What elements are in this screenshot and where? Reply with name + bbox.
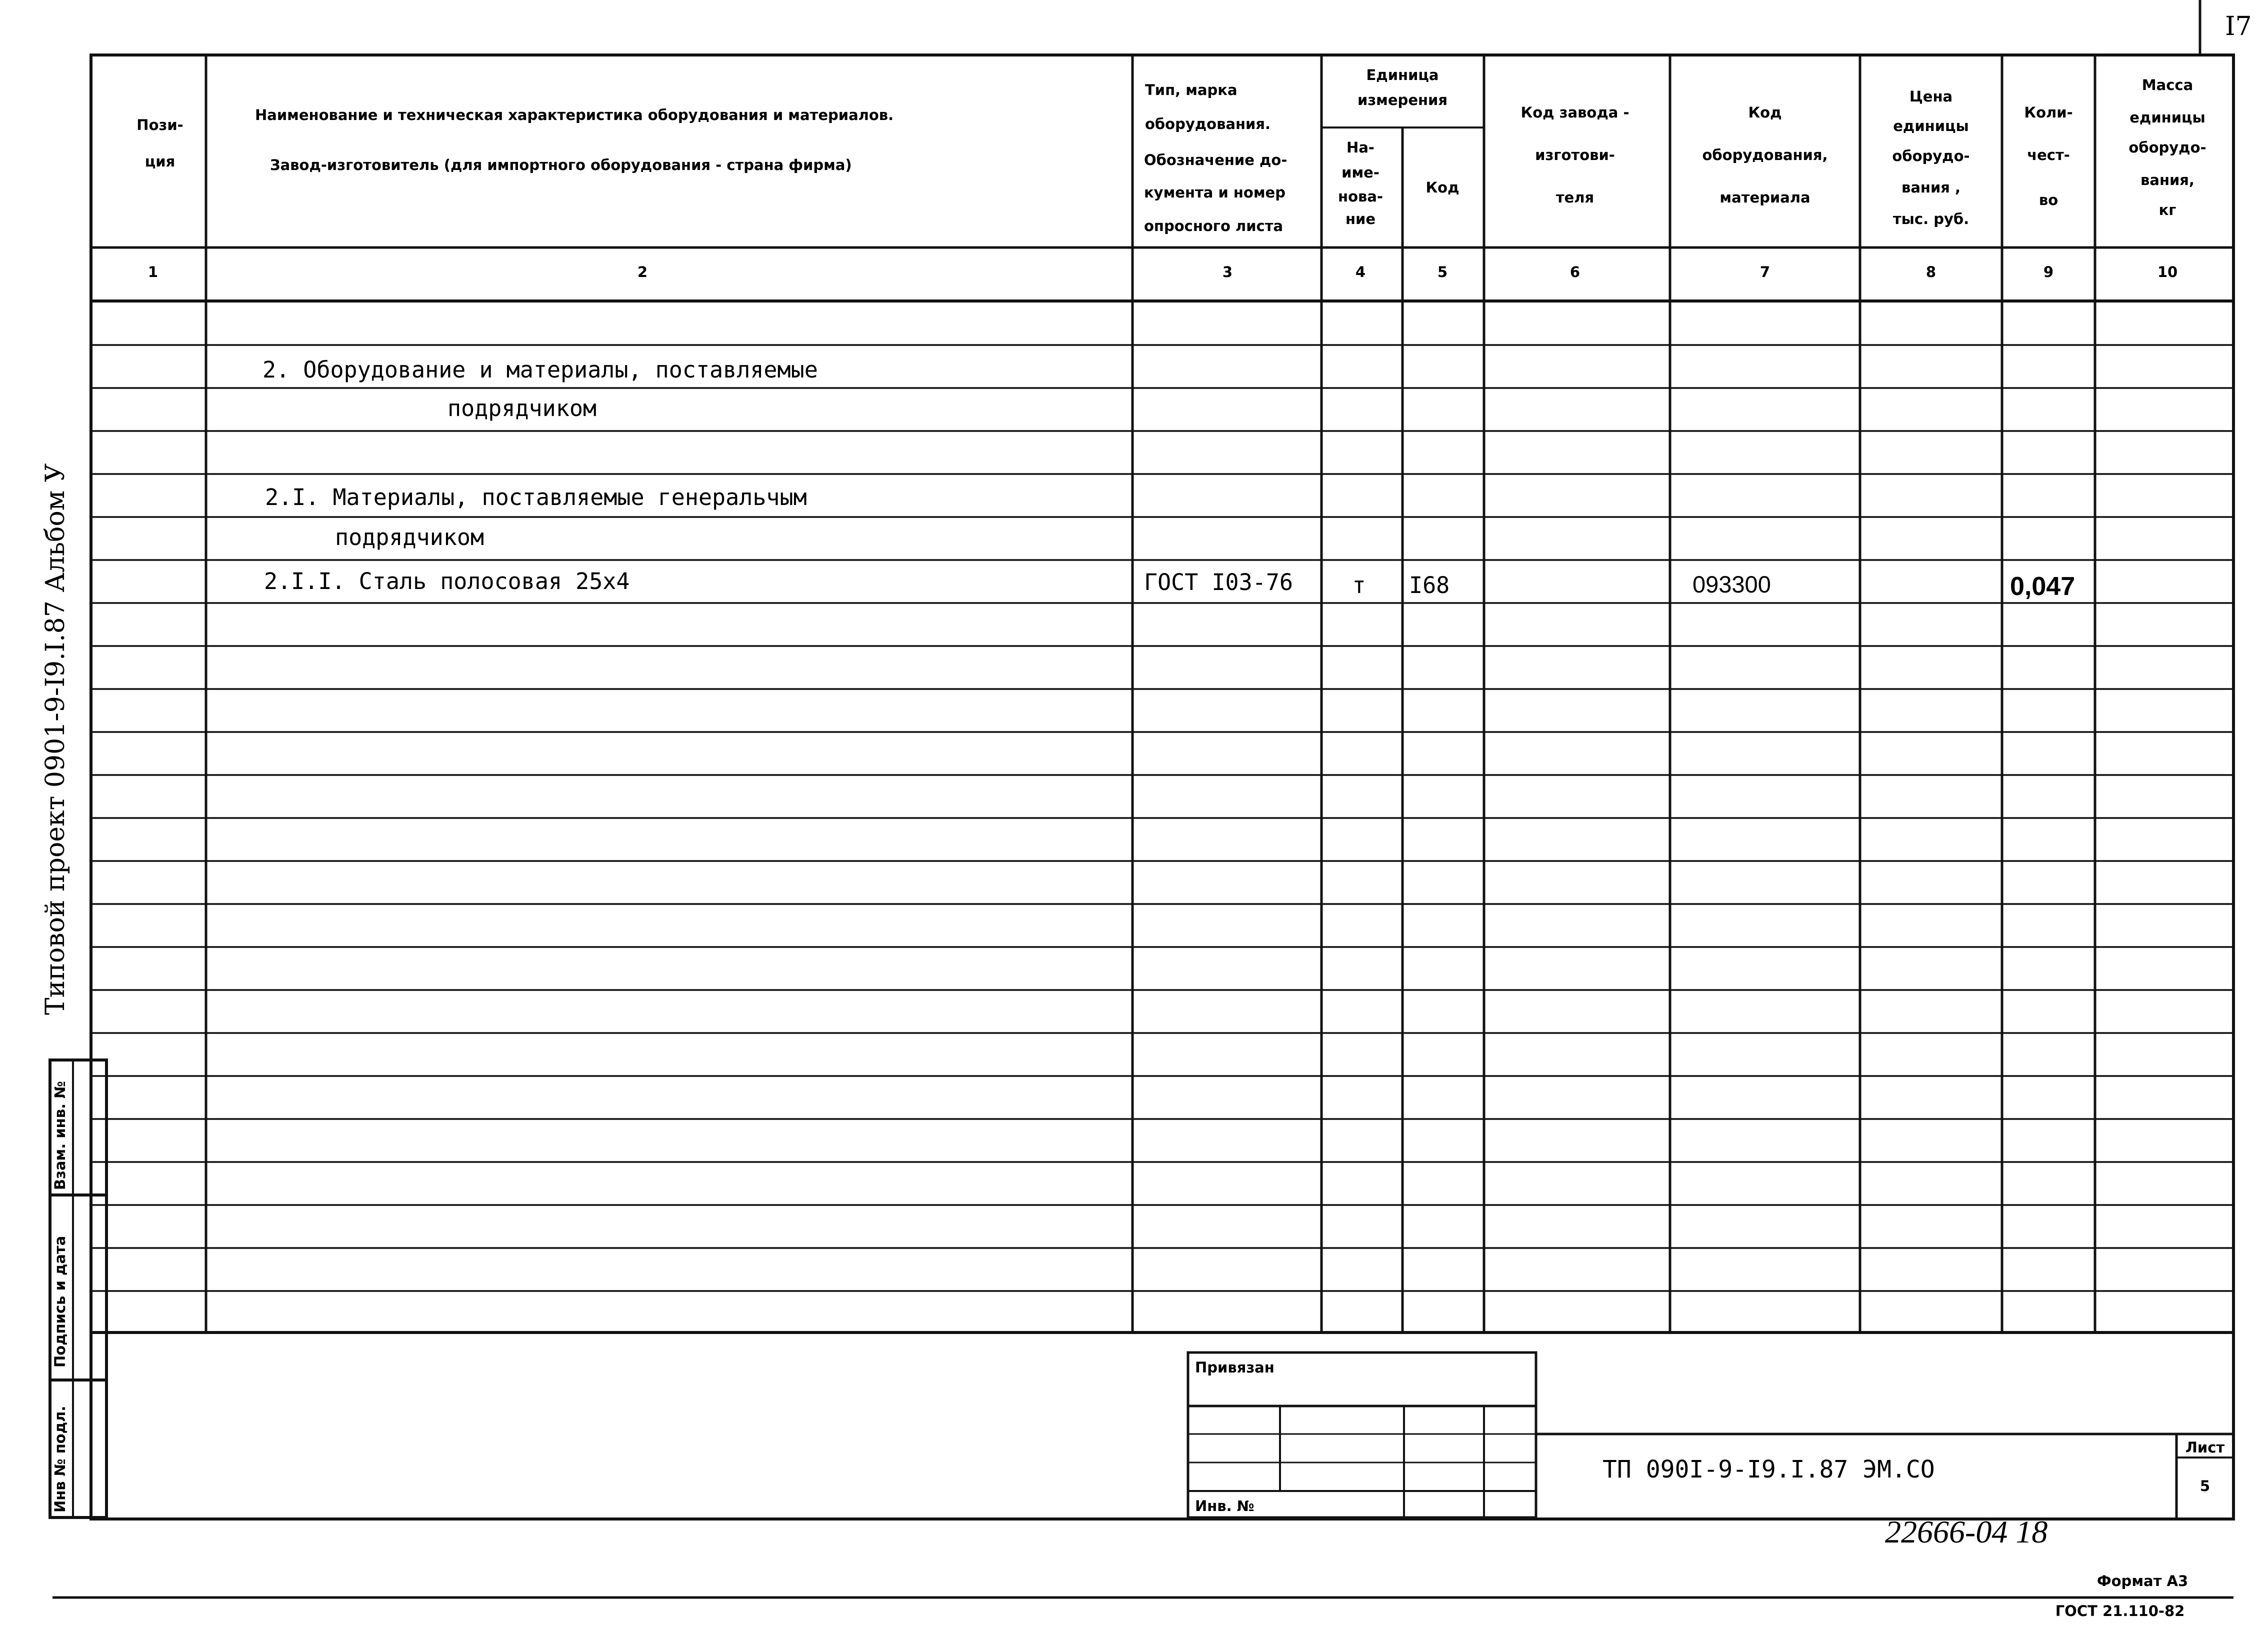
col10-title-line2: единицы bbox=[2130, 109, 2206, 126]
sheet-label: Лист bbox=[2185, 1439, 2225, 1456]
item-unit-code: I68 bbox=[1409, 572, 1450, 598]
section-heading-line1: 2. Оборудование и материалы, поставляемые bbox=[262, 356, 818, 383]
col2-title-line2: Завод-изготовитель (для импортного оборудования - страна фирма) bbox=[270, 156, 852, 174]
col3-title-line3: Обозначение до- bbox=[1144, 152, 1288, 168]
col4-title-line4: ние bbox=[1345, 210, 1376, 228]
col1-title-line1: Пози- bbox=[136, 116, 184, 134]
stamp-vzam-inv: Взам. инв. № bbox=[52, 1080, 68, 1190]
title-block bbox=[1188, 1352, 2234, 1519]
col-number-6: 6 bbox=[1570, 264, 1580, 280]
table-row bbox=[262, 356, 818, 383]
col8-title-line5: тыс. руб. bbox=[1892, 210, 1970, 228]
col8-title-line4: вания , bbox=[1901, 179, 1961, 196]
item-unit-name: т bbox=[1352, 572, 1366, 598]
item-material-code: 093300 bbox=[1692, 571, 1771, 598]
column-numbers-row bbox=[148, 264, 2178, 280]
table-row bbox=[265, 484, 807, 510]
item-document: ГОСТ I03-76 bbox=[1144, 569, 1294, 596]
inv-label: Инв. № bbox=[1195, 1498, 1254, 1514]
col-number-10: 10 bbox=[2157, 264, 2178, 280]
stamp-inv-podl: Инв № подл. bbox=[52, 1406, 68, 1512]
col-number-2: 2 bbox=[637, 264, 648, 280]
col8-title-line3: оборудо- bbox=[1892, 148, 1970, 164]
col7-title-line1: Код bbox=[1748, 104, 1782, 121]
col6-title-line1: Код завода - bbox=[1520, 104, 1630, 121]
col6-title-line3: теля bbox=[1556, 189, 1594, 206]
format-label: Формат А3 bbox=[2096, 1572, 2188, 1590]
privyazan-label: Привязан bbox=[1195, 1359, 1274, 1376]
col9-title-line1: Коли- bbox=[2024, 104, 2073, 121]
project-title: Типовой проект 0901-9-I9.I.87 Альбом У bbox=[40, 463, 70, 1015]
col3-title-line2: оборудования. bbox=[1145, 116, 1271, 132]
col8-title-line1: Цена bbox=[1909, 88, 1953, 105]
table-body bbox=[262, 356, 2075, 601]
col-number-1: 1 bbox=[148, 264, 158, 280]
item-name: 2.I.I. Сталь полосовая 25х4 bbox=[264, 568, 630, 594]
unit-group-line1: Единица bbox=[1366, 66, 1439, 84]
col7-title-line2: оборудования, bbox=[1702, 146, 1828, 164]
gost-standard: ГОСТ 21.110-82 bbox=[2055, 1602, 2185, 1620]
col10-title-line4: вания, bbox=[2140, 172, 2194, 188]
stamp-signature-date: Подпись и дата bbox=[52, 1236, 68, 1368]
col4-title-line2: име- bbox=[1342, 164, 1380, 181]
document-code: ТП 090I-9-I9.I.87 ЭМ.СО bbox=[1602, 1456, 1935, 1484]
col-number-5: 5 bbox=[1437, 264, 1448, 280]
archive-number: 22666-04 18 bbox=[1885, 1514, 2048, 1550]
col4-title-line3: нова- bbox=[1338, 188, 1383, 205]
subsection-heading-line1: 2.I. Материалы, поставляемые генеральчым bbox=[265, 484, 807, 510]
col-number-7: 7 bbox=[1760, 264, 1770, 280]
section-heading-line2: подрядчиком bbox=[448, 395, 597, 422]
col4-title-line1: На- bbox=[1346, 139, 1374, 156]
col-number-4: 4 bbox=[1355, 264, 1366, 280]
col6-title-line2: изготови- bbox=[1535, 146, 1615, 164]
col3-title-line1: Тип, марка bbox=[1145, 82, 1238, 98]
table-row bbox=[448, 395, 596, 422]
col1-title-line2: ция bbox=[144, 153, 176, 170]
col-number-8: 8 bbox=[1926, 264, 1936, 280]
col9-title-line3: во bbox=[2038, 192, 2058, 208]
table-row bbox=[335, 524, 484, 550]
col10-title-line3: оборудо- bbox=[2128, 139, 2206, 156]
col9-title-line2: чест- bbox=[2027, 146, 2070, 164]
col3-title-line4: кумента и номер bbox=[1144, 184, 1286, 201]
unit-group-line2: измерения bbox=[1358, 92, 1448, 108]
form-frame bbox=[91, 55, 2234, 1519]
col10-title-line5: кг bbox=[2158, 202, 2176, 218]
col2-title-line1: Наименование и техническая характеристика оборудования и материалов. bbox=[255, 106, 894, 124]
col7-title-line3: материала bbox=[1720, 189, 1810, 206]
col5-title: Код bbox=[1426, 179, 1460, 196]
table-header bbox=[136, 66, 2206, 234]
item-quantity: 0,047 bbox=[2010, 572, 2076, 601]
subsection-heading-line2: подрядчиком bbox=[335, 524, 484, 550]
table-row bbox=[264, 568, 2075, 601]
sheet-number: 5 bbox=[2200, 1478, 2210, 1494]
col8-title-line2: единицы bbox=[1893, 118, 1969, 134]
col10-title-line1: Масса bbox=[2142, 76, 2194, 94]
col-number-3: 3 bbox=[1222, 264, 1233, 280]
col-number-9: 9 bbox=[2043, 264, 2054, 280]
page-number: I7 bbox=[2225, 12, 2252, 42]
col3-title-line5: опросного листа bbox=[1144, 218, 1284, 234]
